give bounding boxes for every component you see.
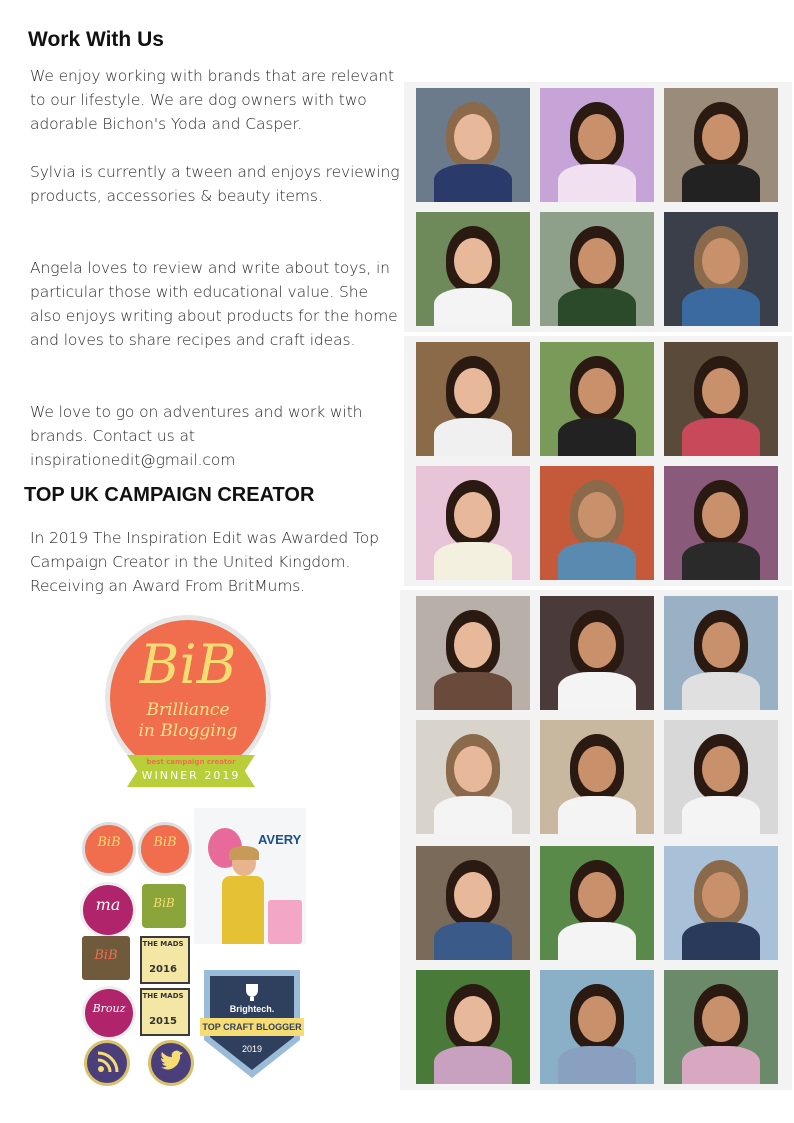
photo-body — [434, 164, 512, 202]
photo-body — [558, 288, 636, 326]
photo-face — [702, 114, 740, 160]
rss-icon — [87, 1043, 127, 1083]
collage-photo — [664, 212, 778, 326]
photo-face — [454, 872, 492, 918]
photo-body — [558, 672, 636, 710]
photo-face — [454, 622, 492, 668]
bib-logo-text: BiB — [139, 633, 237, 696]
photo-body — [434, 672, 512, 710]
collage-photo — [416, 970, 530, 1084]
mads-2015-label: THE MADS — [142, 992, 184, 1000]
photo-body — [558, 1046, 636, 1084]
photo-body — [558, 922, 636, 960]
bib-ribbon-category: best campaign creator — [146, 758, 236, 766]
intro-paragraph: We enjoy working with brands that are relevant to our lifestyle. We are dog owners with two adorable Bichon's Yoda and Casper. — [30, 67, 394, 133]
event-person-hair — [229, 846, 259, 860]
ma-badge-label: ma — [95, 895, 121, 914]
photo-face — [578, 238, 616, 284]
collage-photo — [540, 88, 654, 202]
photo-face — [702, 996, 740, 1042]
collage-photo — [664, 342, 778, 456]
photo-body — [434, 542, 512, 580]
twitter-bird-icon — [151, 1043, 191, 1083]
collage-photo — [664, 466, 778, 580]
brightech-badge — [200, 962, 304, 1082]
collage-photo — [416, 342, 530, 456]
collage-photo — [664, 846, 778, 960]
photo-face — [578, 996, 616, 1042]
photo-face — [454, 746, 492, 792]
collage-photo — [540, 466, 654, 580]
photo-body — [558, 796, 636, 834]
collage-photo — [540, 846, 654, 960]
photo-body — [682, 288, 760, 326]
collage-photo — [540, 342, 654, 456]
bib-line-1: Brilliance — [146, 700, 230, 720]
bib-brown-label: BiB — [94, 948, 118, 963]
collage-photo — [540, 596, 654, 710]
photo-body — [434, 922, 512, 960]
bib-mini-label-1: BiB — [97, 835, 121, 850]
event-person-dress — [222, 876, 264, 944]
collage-photo — [416, 466, 530, 580]
photo-body — [558, 542, 636, 580]
photo-face — [454, 114, 492, 160]
photo-body — [434, 1046, 512, 1084]
avery-sign: AVERY — [258, 832, 302, 847]
photo-body — [558, 418, 636, 456]
photo-body — [434, 796, 512, 834]
collage-photo — [416, 846, 530, 960]
photo-face — [578, 746, 616, 792]
collage-photo — [416, 212, 530, 326]
mads-2015-year: 2015 — [149, 1016, 177, 1027]
photo-body — [682, 1046, 760, 1084]
collage-photo — [416, 720, 530, 834]
photo-face — [578, 368, 616, 414]
collage-photo — [416, 596, 530, 710]
photo-body — [682, 542, 760, 580]
angela-paragraph: Angela loves to review and write about toys, in particular those with educational value. She also enjoys writing about products for the home and loves to share recipes and craft ideas. — [30, 259, 398, 349]
contact-paragraph: We love to go on adventures and work with brands. Contact us at inspirationedit@gmail.com — [30, 403, 363, 469]
photo-body — [682, 672, 760, 710]
photo-face — [454, 238, 492, 284]
bib-mini-label-2: BiB — [153, 835, 177, 850]
bib-line-2: in Blogging — [138, 721, 238, 741]
photo-face — [454, 368, 492, 414]
photo-face — [702, 746, 740, 792]
photo-body — [434, 288, 512, 326]
photo-body — [682, 796, 760, 834]
mads-2016-label: THE MADS — [142, 940, 184, 948]
collage-photo — [540, 212, 654, 326]
photo-face — [702, 872, 740, 918]
twitter-award-badge — [148, 1040, 194, 1086]
photo-face — [702, 368, 740, 414]
photo-face — [578, 492, 616, 538]
campaign-paragraph: In 2019 The Inspiration Edit was Awarded Top Campaign Creator in the United Kingdom. Receiving an Award From BritMums. — [30, 529, 379, 595]
brightech-brand: Brightech. — [229, 1004, 275, 1014]
collage-photo — [664, 88, 778, 202]
photo-face — [702, 492, 740, 538]
brightech-title: TOP CRAFT BLOGGER — [202, 1022, 302, 1032]
photo-face — [578, 114, 616, 160]
collage-photo — [664, 970, 778, 1084]
work-with-us-heading: Work With Us — [28, 28, 164, 51]
event-gift — [268, 900, 302, 944]
photo-face — [578, 872, 616, 918]
photo-face — [454, 996, 492, 1042]
bib-ribbon-winner: WINNER 2019 — [141, 769, 241, 782]
collage-photo — [664, 720, 778, 834]
photo-body — [682, 922, 760, 960]
bib-square-label: BiB — [153, 896, 175, 910]
campaign-heading: TOP UK CAMPAIGN CREATOR — [24, 484, 315, 506]
collage-photo — [664, 596, 778, 710]
brightech-year: 2019 — [241, 1044, 263, 1054]
photo-face — [454, 492, 492, 538]
rss-award-badge — [84, 1040, 130, 1086]
brouz-badge-label: Brouz — [92, 1002, 126, 1015]
mads-2016-year: 2016 — [149, 964, 177, 975]
photo-face — [578, 622, 616, 668]
photo-body — [558, 164, 636, 202]
photo-face — [702, 622, 740, 668]
photo-body — [682, 164, 760, 202]
collage-photo — [540, 720, 654, 834]
collage-photo — [540, 970, 654, 1084]
photo-body — [434, 418, 512, 456]
photo-body — [682, 418, 760, 456]
bib-winner-badge — [105, 615, 275, 795]
photo-face — [702, 238, 740, 284]
sylvia-paragraph: Sylvia is currently a tween and enjoys reviewing products, accessories & beauty items. — [30, 163, 400, 205]
event-photo — [194, 808, 306, 944]
collage-photo — [416, 88, 530, 202]
